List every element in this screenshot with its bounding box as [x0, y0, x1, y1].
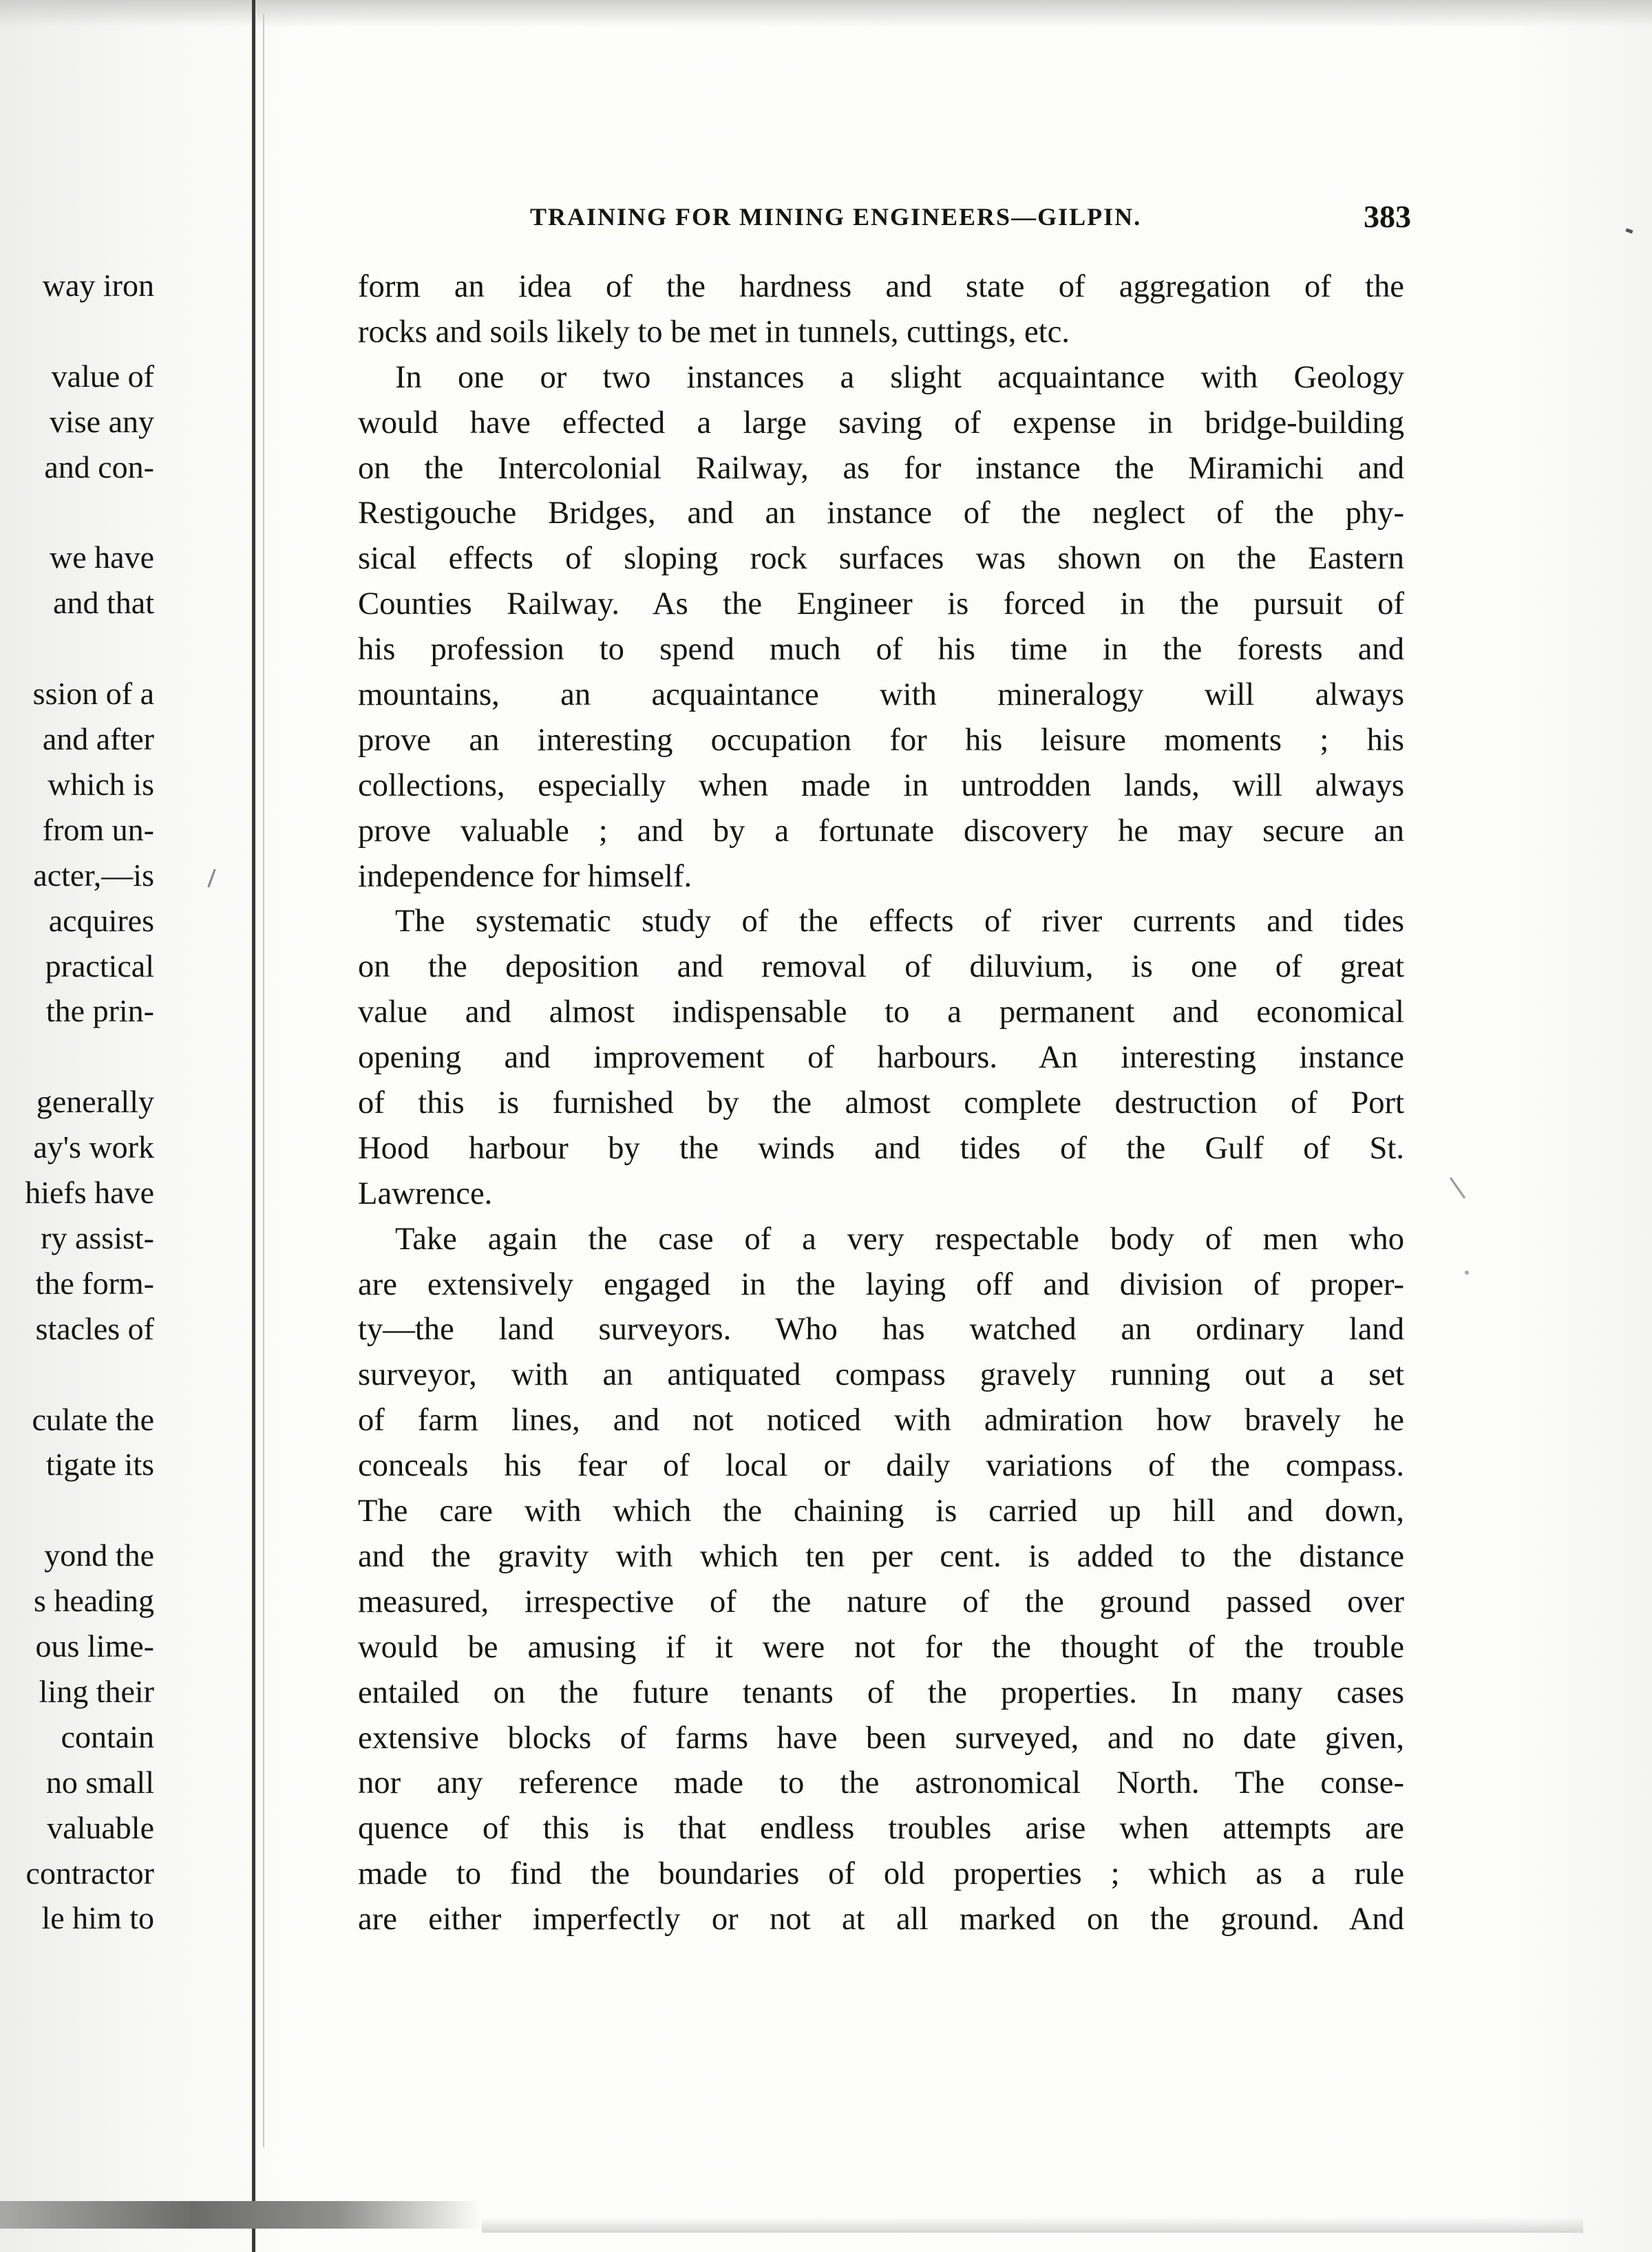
facing-page-line: which is: [47, 766, 154, 802]
facing-page-line: contractor: [25, 1855, 154, 1891]
text-line: Counties Railway. As the Engineer is forced in the pursuit of: [358, 586, 1404, 622]
facing-page-line: we have: [50, 540, 154, 575]
binding-shadow: [263, 14, 264, 2147]
text-line: measured, irrespective of the nature of the ground passed over: [358, 1583, 1404, 1619]
facing-page-line: vise any: [49, 403, 154, 439]
running-head: TRAINING FOR MINING ENGINEERS—GILPIN.: [530, 203, 1142, 231]
text-line: Lawrence.: [358, 1175, 493, 1211]
facing-page-line: stacles of: [35, 1310, 154, 1346]
facing-page-line: value of: [51, 358, 154, 394]
facing-page-line: ling their: [39, 1673, 154, 1709]
facing-page-line: acquires: [48, 902, 154, 938]
facing-page-line: the prin-: [45, 993, 154, 1029]
facing-page-fragment: [0, 0, 165, 2252]
facing-page-line: tigate its: [45, 1447, 154, 1483]
text-line: quence of this is that endless troubles arise when attempts are: [358, 1810, 1404, 1847]
text-line: mountains, an acquaintance with mineralogy will always: [358, 677, 1404, 713]
text-line: of this is furnished by the almost complete destruction of Port: [358, 1085, 1404, 1121]
facing-page-line: culate the: [32, 1401, 154, 1437]
text-line: of farm lines, and not noticed with admiration how bravely he: [358, 1402, 1404, 1438]
text-line: prove an interesting occupation for his leisure moments ; his: [358, 721, 1404, 758]
text-line: would be amusing if it were not for the thought of the trouble: [358, 1628, 1404, 1665]
facing-page-line: ay's work: [33, 1129, 154, 1165]
text-line: sical effects of sloping rock surfaces was shown on the Eastern: [358, 540, 1404, 577]
facing-page-line: generally: [36, 1084, 154, 1120]
text-line: The systematic study of the effects of river currents and tides: [395, 903, 1404, 939]
text-line: made to find the boundaries of old properties ; which as a rule: [358, 1856, 1404, 1892]
facing-page-line: practical: [45, 948, 154, 984]
scan-bottom-shadow: [0, 2201, 482, 2229]
facing-page-line: the form-: [35, 1265, 154, 1301]
text-line: on the deposition and removal of diluvium, is one of great: [358, 948, 1404, 985]
text-line: are extensively engaged in the laying off and division of proper-: [358, 1266, 1404, 1302]
facing-page-line: no small: [45, 1764, 154, 1800]
text-line: nor any reference made to the astronomical North. The conse-: [358, 1765, 1404, 1801]
paragraph: [358, 264, 1404, 355]
page-number: 383: [1364, 199, 1411, 234]
text-line: opening and improvement of harbours. An interesting instance: [358, 1039, 1404, 1076]
text-line: extensive blocks of farms have been surveyed, and no date given,: [358, 1719, 1404, 1756]
text-line: prove valuable ; and by a fortunate discovery he may secure an: [358, 812, 1404, 849]
text-line: and the gravity with which ten per cent. is added to the distance: [358, 1538, 1404, 1574]
facing-page-line: ous lime-: [35, 1628, 154, 1664]
text-line: would have effected a large saving of expense in bridge-building: [358, 404, 1404, 440]
facing-page-line: valuable: [47, 1809, 154, 1845]
paragraph: [358, 1217, 1404, 1942]
text-line: rocks and soils likely to be met in tunnels, cuttings, etc.: [358, 313, 1070, 350]
text-line: independence for himself.: [358, 858, 692, 894]
facing-page-line: way iron: [42, 268, 154, 303]
scan-speck: [1465, 1271, 1469, 1275]
text-line: Hood harbour by the winds and tides of the Gulf of St.: [358, 1129, 1404, 1166]
text-line: ty—the land surveyors. Who has watched an ordinary land: [358, 1311, 1404, 1348]
text-line: surveyor, with an antiquated compass gravely running out a set: [358, 1357, 1404, 1393]
text-line: on the Intercolonial Railway, as for instance the Miramichi and: [358, 449, 1404, 486]
facing-page-line: ry assist-: [41, 1220, 154, 1255]
text-line: Take again the case of a very respectable body of men who: [395, 1220, 1404, 1257]
scan-top-shadow: [0, 0, 1652, 28]
text-line: In one or two instances a slight acquaintance with Geology: [395, 359, 1404, 395]
paragraph: [358, 355, 1404, 900]
facing-page-line: and that: [53, 585, 154, 621]
text-line: form an idea of the hardness and state of aggregation of the: [358, 268, 1404, 304]
text-line: are either imperfectly or not at all marked on the ground. And: [358, 1901, 1404, 1937]
facing-page-line: yond the: [44, 1538, 154, 1573]
text-line: The care with which the chaining is carried up hill and down,: [358, 1493, 1404, 1529]
text-line: Restigouche Bridges, and an instance of the neglect of the phy-: [358, 495, 1404, 531]
scan-bottom-edge: [482, 2218, 1583, 2233]
paragraph: [358, 899, 1404, 1216]
facing-page-line: s heading: [33, 1583, 154, 1619]
facing-page-line: contain: [61, 1719, 154, 1754]
text-line: collections, especially when made in untrodden lands, will always: [358, 767, 1404, 803]
binding-gutter: [252, 0, 255, 2252]
facing-page-line: le him to: [41, 1900, 154, 1936]
facing-page-line: from un-: [42, 811, 154, 847]
text-line: conceals his fear of local or daily variations of the compass.: [358, 1447, 1404, 1484]
facing-page-line: acter,—is: [33, 857, 154, 893]
text-line: his profession to spend much of his time in the forests and: [358, 631, 1404, 668]
facing-page-line: hiefs have: [25, 1175, 154, 1210]
facing-page-line: and con-: [44, 449, 154, 485]
body-text: [358, 264, 1404, 1942]
page-header: [530, 199, 1411, 237]
text-line: entailed on the future tenants of the properties. In many cases: [358, 1674, 1404, 1710]
facing-page-line: and after: [42, 721, 154, 756]
text-line: value and almost indispensable to a permanent and economical: [358, 994, 1404, 1030]
facing-page-line: ssion of a: [32, 676, 154, 712]
